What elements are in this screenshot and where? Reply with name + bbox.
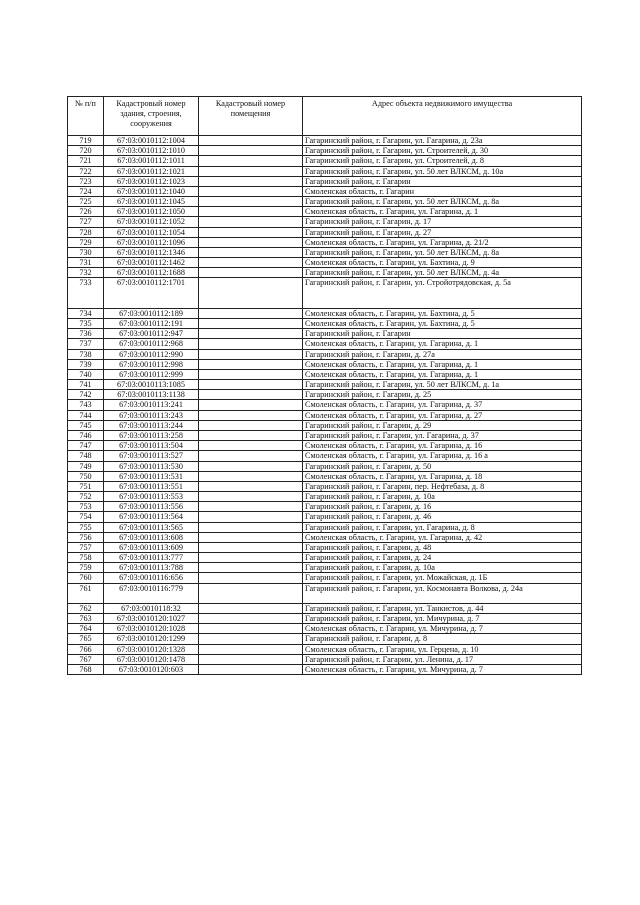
table-row	[68, 369, 582, 379]
object-address: Гагаринский район, г. Гагарин, д. 29	[303, 420, 582, 430]
room-cadastral-number	[199, 522, 303, 532]
row-number: 728	[68, 227, 104, 237]
room-cadastral-number	[199, 339, 303, 349]
row-number: 733	[68, 278, 104, 309]
row-number: 744	[68, 410, 104, 420]
object-address: Гагаринский район, г. Гагарин, ул. Строителей, д. 30	[303, 146, 582, 156]
row-number: 725	[68, 197, 104, 207]
object-address: Гагаринский район, г. Гагарин, д. 10а	[303, 492, 582, 502]
object-address: Гагаринский район, г. Гагарин, д. 50	[303, 461, 582, 471]
row-number: 746	[68, 431, 104, 441]
building-cadastral-number: 67:03:0010112:947	[104, 329, 199, 339]
building-cadastral-number: 67:03:0010112:189	[104, 308, 199, 318]
building-cadastral-number: 67:03:0010112:1462	[104, 258, 199, 268]
row-number: 749	[68, 461, 104, 471]
row-number: 757	[68, 542, 104, 552]
table-row	[68, 258, 582, 268]
table-row	[68, 614, 582, 624]
row-number: 753	[68, 502, 104, 512]
building-cadastral-number: 67:03:0010112:1054	[104, 227, 199, 237]
building-cadastral-number: 67:03:0010112:968	[104, 339, 199, 349]
table-row	[68, 644, 582, 654]
table-row	[68, 400, 582, 410]
building-cadastral-number: 67:03:0010112:1023	[104, 176, 199, 186]
object-address: Гагаринский район, г. Гагарин, д. 48	[303, 542, 582, 552]
row-number: 745	[68, 420, 104, 430]
table-row	[68, 166, 582, 176]
room-cadastral-number	[199, 502, 303, 512]
room-cadastral-number	[199, 349, 303, 359]
room-cadastral-number	[199, 583, 303, 603]
header-building-cadastral: Кадастровый номер здания, строения, сооружения	[104, 97, 199, 136]
building-cadastral-number: 67:03:0010112:1045	[104, 197, 199, 207]
row-number: 721	[68, 156, 104, 166]
object-address: Гагаринский район, г. Гагарин, ул. Ленина, д. 17	[303, 654, 582, 664]
row-number: 747	[68, 441, 104, 451]
room-cadastral-number	[199, 186, 303, 196]
room-cadastral-number	[199, 461, 303, 471]
row-number: 742	[68, 390, 104, 400]
room-cadastral-number	[199, 400, 303, 410]
room-cadastral-number	[199, 410, 303, 420]
object-address: Гагаринский район, г. Гагарин, пер. Нефтебаза, д. 8	[303, 481, 582, 491]
table-row	[68, 654, 582, 664]
building-cadastral-number: 67:03:0010112:1688	[104, 268, 199, 278]
room-cadastral-number	[199, 512, 303, 522]
building-cadastral-number: 67:03:0010112:1011	[104, 156, 199, 166]
building-cadastral-number: 67:03:0010112:1010	[104, 146, 199, 156]
room-cadastral-number	[199, 451, 303, 461]
row-number: 755	[68, 522, 104, 532]
room-cadastral-number	[199, 197, 303, 207]
room-cadastral-number	[199, 258, 303, 268]
object-address: Гагаринский район, г. Гагарин, ул. 50 лет ВЛКСМ, д. 10а	[303, 166, 582, 176]
table-row	[68, 349, 582, 359]
object-address: Смоленская область, г. Гагарин, ул. Бахтина, д. 5	[303, 319, 582, 329]
row-number: 748	[68, 451, 104, 461]
room-cadastral-number	[199, 369, 303, 379]
room-cadastral-number	[199, 359, 303, 369]
object-address: Гагаринский район, г. Гагарин, ул. Гагарина, д. 8	[303, 522, 582, 532]
room-cadastral-number	[199, 227, 303, 237]
building-cadastral-number: 67:03:0010118:32	[104, 603, 199, 613]
building-cadastral-number: 67:03:0010113:504	[104, 441, 199, 451]
table-row	[68, 197, 582, 207]
building-cadastral-number: 67:03:0010112:1052	[104, 217, 199, 227]
row-number: 726	[68, 207, 104, 217]
table-row	[68, 492, 582, 502]
row-number: 719	[68, 136, 104, 146]
row-number: 723	[68, 176, 104, 186]
table-row	[68, 420, 582, 430]
table-row	[68, 441, 582, 451]
object-address: Смоленская область, г. Гагарин, ул. Гагарина, д. 37	[303, 400, 582, 410]
table-row	[68, 532, 582, 542]
object-address: Смоленская область, г. Гагарин, ул. Гагарина, д. 18	[303, 471, 582, 481]
room-cadastral-number	[199, 420, 303, 430]
table-row	[68, 227, 582, 237]
object-address: Смоленская область, г. Гагарин, ул. Гагарина, д. 1	[303, 359, 582, 369]
row-number: 754	[68, 512, 104, 522]
room-cadastral-number	[199, 614, 303, 624]
building-cadastral-number: 67:03:0010120:603	[104, 664, 199, 674]
object-address: Смоленская область, г. Гагарин	[303, 186, 582, 196]
row-number: 737	[68, 339, 104, 349]
building-cadastral-number: 67:03:0010112:990	[104, 349, 199, 359]
object-address: Гагаринский район, г. Гагарин, ул. 50 лет ВЛКСМ, д. 4а	[303, 268, 582, 278]
room-cadastral-number	[199, 634, 303, 644]
building-cadastral-number: 67:03:0010113:1085	[104, 380, 199, 390]
room-cadastral-number	[199, 654, 303, 664]
building-cadastral-number: 67:03:0010116:779	[104, 583, 199, 603]
room-cadastral-number	[199, 624, 303, 634]
row-number: 763	[68, 614, 104, 624]
row-number: 756	[68, 532, 104, 542]
room-cadastral-number	[199, 136, 303, 146]
table-row	[68, 522, 582, 532]
table-row	[68, 634, 582, 644]
building-cadastral-number: 67:03:0010112:1346	[104, 247, 199, 257]
object-address: Гагаринский район, г. Гагарин, д. 27	[303, 227, 582, 237]
room-cadastral-number	[199, 247, 303, 257]
row-number: 766	[68, 644, 104, 654]
object-address: Гагаринский район, г. Гагарин, ул. Космонавта Волкова, д. 24а	[303, 583, 582, 603]
row-number: 765	[68, 634, 104, 644]
room-cadastral-number	[199, 563, 303, 573]
header-address: Адрес объекта недвижимого имущества	[303, 97, 582, 136]
object-address: Гагаринский район, г. Гагарин, ул. 50 лет ВЛКСМ, д. 8а	[303, 247, 582, 257]
room-cadastral-number	[199, 573, 303, 583]
table-row	[68, 502, 582, 512]
row-number: 735	[68, 319, 104, 329]
row-number: 743	[68, 400, 104, 410]
table-row	[68, 217, 582, 227]
table-row	[68, 186, 582, 196]
table-row	[68, 461, 582, 471]
table-row	[68, 329, 582, 339]
object-address: Гагаринский район, г. Гагарин, д. 16	[303, 502, 582, 512]
object-address: Гагаринский район, г. Гагарин	[303, 176, 582, 186]
table-row	[68, 563, 582, 573]
table-row	[68, 542, 582, 552]
room-cadastral-number	[199, 441, 303, 451]
building-cadastral-number: 67:03:0010113:553	[104, 492, 199, 502]
object-address: Гагаринский район, г. Гагарин, ул. Гагарина, д. 37	[303, 431, 582, 441]
table-row	[68, 176, 582, 186]
table-row	[68, 431, 582, 441]
object-address: Смоленская область, г. Гагарин, ул. Гагарина, д. 1	[303, 207, 582, 217]
building-cadastral-number: 67:03:0010112:1701	[104, 278, 199, 309]
table-row	[68, 247, 582, 257]
building-cadastral-number: 67:03:0010112:999	[104, 369, 199, 379]
row-number: 734	[68, 308, 104, 318]
row-number: 739	[68, 359, 104, 369]
table-row	[68, 308, 582, 318]
row-number: 767	[68, 654, 104, 664]
building-cadastral-number: 67:03:0010112:1040	[104, 186, 199, 196]
table-row	[68, 481, 582, 491]
building-cadastral-number: 67:03:0010113:258	[104, 431, 199, 441]
header-number: № п/п	[68, 97, 104, 136]
object-address: Гагаринский район, г. Гагарин, д. 24	[303, 553, 582, 563]
row-number: 764	[68, 624, 104, 634]
header-room-cadastral: Кадастровый номер помещения	[199, 97, 303, 136]
row-number: 760	[68, 573, 104, 583]
object-address: Смоленская область, г. Гагарин, ул. Мичурина, д. 7	[303, 624, 582, 634]
building-cadastral-number: 67:03:0010120:1027	[104, 614, 199, 624]
table-row	[68, 359, 582, 369]
object-address: Гагаринский район, г. Гагарин	[303, 329, 582, 339]
table-body	[68, 136, 582, 675]
object-address: Гагаринский район, г. Гагарин, д. 17	[303, 217, 582, 227]
row-number: 729	[68, 237, 104, 247]
row-number: 732	[68, 268, 104, 278]
object-address: Гагаринский район, г. Гагарин, д. 25	[303, 390, 582, 400]
room-cadastral-number	[199, 329, 303, 339]
object-address: Гагаринский район, г. Гагарин, ул. Строителей, д. 8	[303, 156, 582, 166]
row-number: 740	[68, 369, 104, 379]
object-address: Гагаринский район, г. Гагарин, ул. 50 лет ВЛКСМ, д. 8а	[303, 197, 582, 207]
building-cadastral-number: 67:03:0010113:788	[104, 563, 199, 573]
building-cadastral-number: 67:03:0010113:241	[104, 400, 199, 410]
room-cadastral-number	[199, 319, 303, 329]
table-row	[68, 319, 582, 329]
room-cadastral-number	[199, 542, 303, 552]
building-cadastral-number: 67:03:0010113:243	[104, 410, 199, 420]
room-cadastral-number	[199, 308, 303, 318]
building-cadastral-number: 67:03:0010113:551	[104, 481, 199, 491]
property-table	[67, 96, 582, 675]
room-cadastral-number	[199, 481, 303, 491]
room-cadastral-number	[199, 603, 303, 613]
table-row	[68, 339, 582, 349]
room-cadastral-number	[199, 431, 303, 441]
room-cadastral-number	[199, 176, 303, 186]
object-address: Гагаринский район, г. Гагарин, ул. Гагарина, д. 23а	[303, 136, 582, 146]
object-address: Смоленская область, г. Гагарин, ул. Герцена, д. 10	[303, 644, 582, 654]
object-address: Гагаринский район, г. Гагарин, д. 10а	[303, 563, 582, 573]
room-cadastral-number	[199, 217, 303, 227]
room-cadastral-number	[199, 532, 303, 542]
building-cadastral-number: 67:03:0010116:656	[104, 573, 199, 583]
table-row	[68, 390, 582, 400]
building-cadastral-number: 67:03:0010113:244	[104, 420, 199, 430]
object-address: Гагаринский район, г. Гагарин, ул. Мичурина, д. 7	[303, 614, 582, 624]
object-address: Смоленская область, г. Гагарин, ул. Гагарина, д. 1	[303, 339, 582, 349]
object-address: Гагаринский район, г. Гагарин, д. 46	[303, 512, 582, 522]
table-row	[68, 207, 582, 217]
object-address: Гагаринский район, г. Гагарин, д. 27а	[303, 349, 582, 359]
table-row	[68, 278, 582, 309]
room-cadastral-number	[199, 146, 303, 156]
object-address: Смоленская область, г. Гагарин, ул. Гагарина, д. 21/2	[303, 237, 582, 247]
table-header-row	[68, 97, 582, 136]
row-number: 751	[68, 481, 104, 491]
building-cadastral-number: 67:03:0010113:556	[104, 502, 199, 512]
room-cadastral-number	[199, 156, 303, 166]
object-address: Гагаринский район, г. Гагарин, д. 8	[303, 634, 582, 644]
room-cadastral-number	[199, 644, 303, 654]
room-cadastral-number	[199, 390, 303, 400]
room-cadastral-number	[199, 553, 303, 563]
building-cadastral-number: 67:03:0010113:608	[104, 532, 199, 542]
row-number: 727	[68, 217, 104, 227]
building-cadastral-number: 67:03:0010113:565	[104, 522, 199, 532]
table-row	[68, 451, 582, 461]
building-cadastral-number: 67:03:0010120:1028	[104, 624, 199, 634]
row-number: 758	[68, 553, 104, 563]
row-number: 752	[68, 492, 104, 502]
building-cadastral-number: 67:03:0010120:1478	[104, 654, 199, 664]
room-cadastral-number	[199, 664, 303, 674]
object-address: Гагаринский район, г. Гагарин, ул. Стройотрядовская, д. 5а	[303, 278, 582, 309]
row-number: 720	[68, 146, 104, 156]
object-address: Смоленская область, г. Гагарин, ул. Гагарина, д. 42	[303, 532, 582, 542]
object-address: Гагаринский район, г. Гагарин, ул. Можайская, д. 1Б	[303, 573, 582, 583]
building-cadastral-number: 67:03:0010120:1299	[104, 634, 199, 644]
room-cadastral-number	[199, 471, 303, 481]
building-cadastral-number: 67:03:0010113:527	[104, 451, 199, 461]
object-address: Смоленская область, г. Гагарин, ул. Гагарина, д. 16 а	[303, 451, 582, 461]
table-row	[68, 156, 582, 166]
row-number: 736	[68, 329, 104, 339]
room-cadastral-number	[199, 492, 303, 502]
object-address: Смоленская область, г. Гагарин, ул. Гагарина, д. 16	[303, 441, 582, 451]
table-row	[68, 136, 582, 146]
row-number: 722	[68, 166, 104, 176]
row-number: 768	[68, 664, 104, 674]
row-number: 730	[68, 247, 104, 257]
table-row	[68, 410, 582, 420]
building-cadastral-number: 67:03:0010112:998	[104, 359, 199, 369]
object-address: Смоленская область, г. Гагарин, ул. Бахтина, д. 5	[303, 308, 582, 318]
table-row	[68, 573, 582, 583]
room-cadastral-number	[199, 268, 303, 278]
object-address: Смоленская область, г. Гагарин, ул. Мичурина, д. 7	[303, 664, 582, 674]
object-address: Гагаринский район, г. Гагарин, ул. 50 лет ВЛКСМ, д. 1а	[303, 380, 582, 390]
building-cadastral-number: 67:03:0010113:531	[104, 471, 199, 481]
table-row	[68, 553, 582, 563]
table-row	[68, 146, 582, 156]
table-row	[68, 471, 582, 481]
building-cadastral-number: 67:03:0010120:1328	[104, 644, 199, 654]
row-number: 762	[68, 603, 104, 613]
table-row	[68, 380, 582, 390]
row-number: 741	[68, 380, 104, 390]
room-cadastral-number	[199, 380, 303, 390]
row-number: 724	[68, 186, 104, 196]
object-address: Смоленская область, г. Гагарин, ул. Бахтина, д. 9	[303, 258, 582, 268]
room-cadastral-number	[199, 237, 303, 247]
table-row	[68, 237, 582, 247]
row-number: 731	[68, 258, 104, 268]
room-cadastral-number	[199, 278, 303, 309]
building-cadastral-number: 67:03:0010113:564	[104, 512, 199, 522]
building-cadastral-number: 67:03:0010113:530	[104, 461, 199, 471]
building-cadastral-number: 67:03:0010113:777	[104, 553, 199, 563]
building-cadastral-number: 67:03:0010112:191	[104, 319, 199, 329]
table-row	[68, 624, 582, 634]
row-number: 750	[68, 471, 104, 481]
room-cadastral-number	[199, 166, 303, 176]
row-number: 761	[68, 583, 104, 603]
table-row	[68, 664, 582, 674]
object-address: Смоленская область, г. Гагарин, ул. Гагарина, д. 1	[303, 369, 582, 379]
row-number: 738	[68, 349, 104, 359]
table-row	[68, 268, 582, 278]
building-cadastral-number: 67:03:0010112:1021	[104, 166, 199, 176]
building-cadastral-number: 67:03:0010112:1050	[104, 207, 199, 217]
building-cadastral-number: 67:03:0010113:609	[104, 542, 199, 552]
object-address: Смоленская область, г. Гагарин, ул. Гагарина, д. 27	[303, 410, 582, 420]
row-number: 759	[68, 563, 104, 573]
building-cadastral-number: 67:03:0010112:1096	[104, 237, 199, 247]
table-row	[68, 603, 582, 613]
building-cadastral-number: 67:03:0010113:1138	[104, 390, 199, 400]
object-address: Гагаринский район, г. Гагарин, ул. Танкистов, д. 44	[303, 603, 582, 613]
building-cadastral-number: 67:03:0010112:1004	[104, 136, 199, 146]
table-row	[68, 583, 582, 603]
room-cadastral-number	[199, 207, 303, 217]
table-row	[68, 512, 582, 522]
